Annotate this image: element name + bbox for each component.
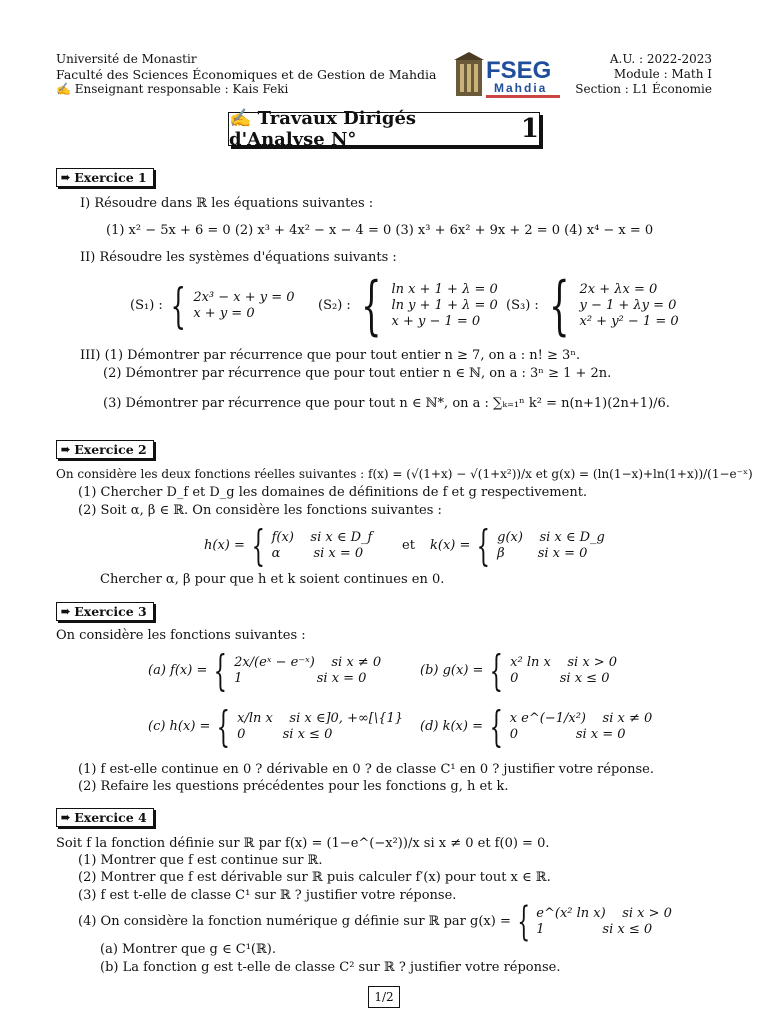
ex2-intro: On considère les deux fonctions réelles suivantes : f(x) = (√(1+x) − √(1+x²))/x et g(x) = (ln(1−x)+ln(1+x))/(1−e⁻ˣ) [56,467,753,481]
arrow-icon: ➠ [61,605,71,618]
ex1-III-2: (2) Démontrer par récurrence que pour tout entier n ∈ ℕ, on a : 3ⁿ ≥ 1 + 2n. [103,366,612,381]
page-number: 1/2 [368,986,400,1008]
title-text: ✍ Travaux Dirigés d'Analyse N° [229,108,417,150]
system-s3: (S₃) : { 2x + λx = 0 y − 1 + λy = 0 x² + y² − 1 = 0 [506,269,679,343]
ex1-equations: (1) x² − 5x + 6 = 0 (2) x³ + 4x² − x − 4 = 0 (3) x³ + 6x² + 9x + 2 = 0 (4) x⁴ − x = 0 [106,223,654,238]
ex1-part-I: I) Résoudre dans ℝ les équations suivantes : [80,196,374,211]
doc-title [228,108,540,150]
ex4-q2: (2) Montrer que f est dérivable sur ℝ puis calculer f′(x) pour tout x ∈ ℝ. [78,870,551,885]
ex1-III-3: (3) Démontrer par récurrence que pour tout n ∈ ℕ*, on a : ∑ₖ₌₁ⁿ k² = n(n+1)(2n+1)/6. [103,396,670,411]
exercise-3-label: ➠ Exercice 3 [56,602,154,621]
ex4-q3: (3) f est t-elle de classe C¹ sur ℝ ? justifier votre réponse. [78,888,457,903]
faculty-name: Faculté des Sciences Économiques et de Gestion de Mahdia [56,67,437,82]
function-h: h(x) = { f(x) si x ∈ D_f α si x = 0 [204,521,373,570]
title-number: 1 [520,114,539,144]
ex1-part-II: II) Résoudre les systèmes d'équations suivants : [80,250,397,265]
exercise-2-label: ➠ Exercice 2 [56,440,154,459]
module-name: Module : Math I [613,67,712,81]
academic-year: A.U. : 2022-2023 [609,52,712,66]
system-s2: (S₂) : { ln x + 1 + λ = 0 ln y + 1 + λ = 0 x + y − 1 = 0 [318,269,498,343]
system-s1: (S₁) : { 2x³ − x + y = 0 x + y = 0 [130,278,295,334]
ex4-q1: (1) Montrer que f est continue sur ℝ. [78,853,323,868]
ex4-intro: Soit f la fonction définie sur ℝ par f(x) = (1−e^(−x²))/x si x ≠ 0 et f(0) = 0. [56,836,550,851]
fseg-logo-graphic [452,50,562,102]
university-name: Université de Monastir [56,52,197,66]
ex1-III-1: III) (1) Démontrer par récurrence que pour tout entier n ≥ 7, on a : n! ≥ 3ⁿ. [80,348,581,363]
ex3-intro: On considère les fonctions suivantes : [56,628,306,643]
function-h-c: (c) h(x) = { x/ln x si x ∈]0, +∞[\{1} 0 si x ≤ 0 [148,702,404,751]
section-name: Section : L1 Économie [575,82,712,96]
ex3-q1: (1) f est-elle continue en 0 ? dérivable en 0 ? de classe C¹ en 0 ? justifier votre réponse. [78,762,654,777]
ex4-q4: (4) On considère la fonction numérique g définie sur ℝ par g(x) = { e^(x² ln x) si x > 0 1 si x ≤ 0 [78,899,672,945]
ex2-q3: Chercher α, β pour que h et k soient continues en 0. [100,572,445,587]
arrow-icon: ➠ [61,171,71,184]
teacher-name: ✍ Enseignant responsable : Kais Feki [56,82,289,96]
arrow-icon: ➠ [61,443,71,456]
exercise-1-label: ➠ Exercice 1 [56,168,154,187]
ex2-q2: (2) Soit α, β ∈ ℝ. On considère les fonctions suivantes : [78,503,442,518]
header-left [56,52,436,97]
ex4-qa: (a) Montrer que g ∈ C¹(ℝ). [100,942,276,957]
function-k: k(x) = { g(x) si x ∈ D_g β si x = 0 [430,521,605,570]
function-g-b: (b) g(x) = { x² ln x si x > 0 0 si x ≤ 0 [420,646,618,695]
connector-et: et [402,538,415,553]
exercise-4-label: ➠ Exercice 4 [56,808,154,827]
function-f-a: (a) f(x) = { 2x/(eˣ − e⁻ˣ) si x ≠ 0 1 si x = 0 [148,646,382,695]
logo-sub: Mahdia [494,81,548,95]
ex3-q2: (2) Refaire les questions précédentes pour les fonctions g, h et k. [78,779,509,794]
header-right [575,52,712,97]
fseg-logo [452,50,562,102]
arrow-icon: ➠ [61,811,71,824]
logo-text: FSEG [486,57,552,84]
ex4-qb: (b) La fonction g est t-elle de classe C² sur ℝ ? justifier votre réponse. [100,960,561,975]
function-k-d: (d) k(x) = { x e^(−1/x²) si x ≠ 0 0 si x = 0 [420,702,653,751]
ex2-q1: (1) Chercher D_f et D_g les domaines de définitions de f et g respectivement. [78,485,588,500]
